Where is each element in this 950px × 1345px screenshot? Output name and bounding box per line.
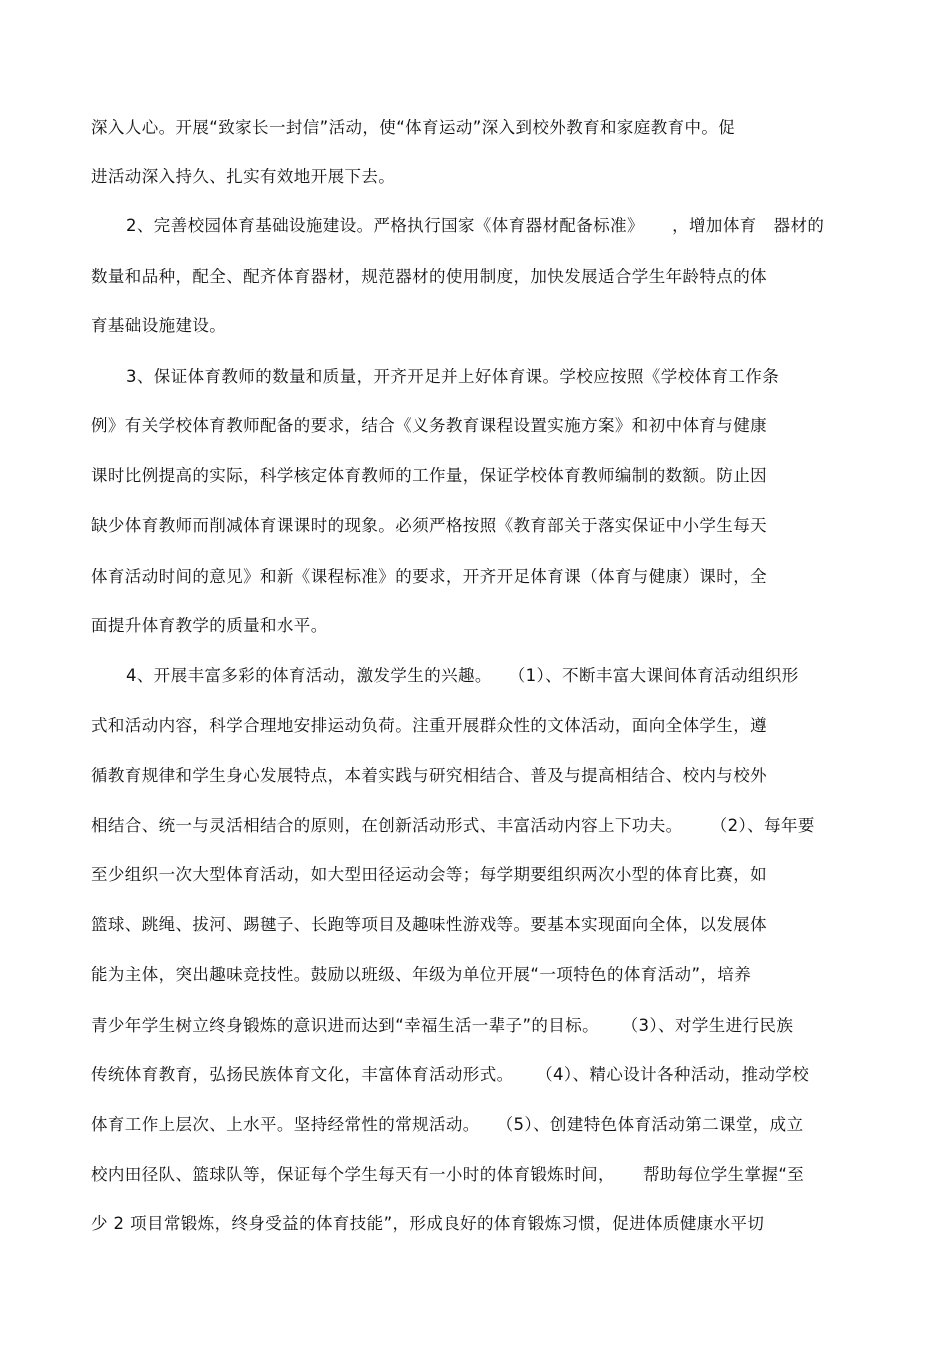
text-line: 少 2 项目常锻炼，终身受益的体育技能”，形成良好的体育锻炼习惯，促进体质健康水平切 — [91, 1214, 765, 1233]
paragraph-start-4: 4、开展丰富多彩的体育活动，激发学生的兴趣。 （1）、不断丰富大课间体育活动组织形 — [126, 666, 799, 685]
text-line: 校内田径队、篮球队等，保证每个学生每天有一小时的体育锻炼时间， 帮助每位学生掌握“至 — [91, 1165, 805, 1184]
text-line: 面提升体育教学的质量和水平。 — [91, 616, 328, 635]
paragraph-start-3: 3、保证体育教师的数量和质量，开齐开足并上好体育课。学校应按照《学校体育工作条 — [126, 367, 780, 386]
text-line: 例》有关学校体育教师配备的要求，结合《义务教育课程设置实施方案》和初中体育与健康 — [91, 416, 767, 435]
text-line: 缺少体育教师而削减体育课课时的现象。必须严格按照《教育部关于落实保证中小学生每天 — [91, 516, 767, 535]
text-line: 进活动深入持久、扎实有效地开展下去。 — [91, 167, 396, 186]
text-line: 能为主体，突出趣味竞技性。鼓励以班级、年级为单位开展“一项特色的体育活动”，培养 — [91, 965, 752, 984]
text-line: 式和活动内容，科学合理地安排运动负荷。注重开展群众性的文体活动，面向全体学生，遵 — [91, 716, 767, 735]
text-line: 篮球、跳绳、拔河、踢毽子、长跑等项目及趣味性游戏等。要基本实现面向全体，以发展体 — [91, 915, 767, 934]
text-line: 课时比例提高的实际，科学核定体育教师的工作量，保证学校体育教师编制的数额。防止因 — [91, 466, 767, 485]
text-line: 深入人心。开展“致家长一封信”活动，使“体育运动”深入到校外教育和家庭教育中。促 — [91, 118, 736, 137]
text-line: 循教育规律和学生身心发展特点，本着实践与研究相结合、普及与提高相结合、校内与校外 — [91, 766, 767, 785]
text-line: 传统体育教育，弘扬民族体育文化，丰富体育活动形式。 （4）、精心设计各种活动，推动学校 — [91, 1065, 810, 1084]
text-line: 体育活动时间的意见》和新《课程标准》的要求，开齐开足体育课（体育与健康）课时，全 — [91, 567, 767, 586]
text-line: 青少年学生树立终身锻炼的意识进而达到“幸福生活一辈子”的目标。 （3）、对学生进行民族 — [91, 1016, 794, 1035]
text-line: 育基础设施建设。 — [91, 316, 227, 335]
text-line: 体育工作上层次、上水平。坚持经常性的常规活动。 （5）、创建特色体育活动第二课堂，成立 — [91, 1115, 804, 1134]
paragraph-start-2: 2、完善校园体育基础设施建设。严格执行国家《体育器材配备标准》 ，增加体育 器材的 — [126, 216, 825, 235]
text-line: 数量和品种，配全、配齐体育器材，规范器材的使用制度，加快发展适合学生年龄特点的体 — [91, 267, 767, 286]
text-line: 相结合、统一与灵活相结合的原则，在创新活动形式、丰富活动内容上下功夫。 （2）、每年要 — [91, 816, 815, 835]
text-line: 至少组织一次大型体育活动，如大型田径运动会等；每学期要组织两次小型的体育比赛，如 — [91, 865, 767, 884]
